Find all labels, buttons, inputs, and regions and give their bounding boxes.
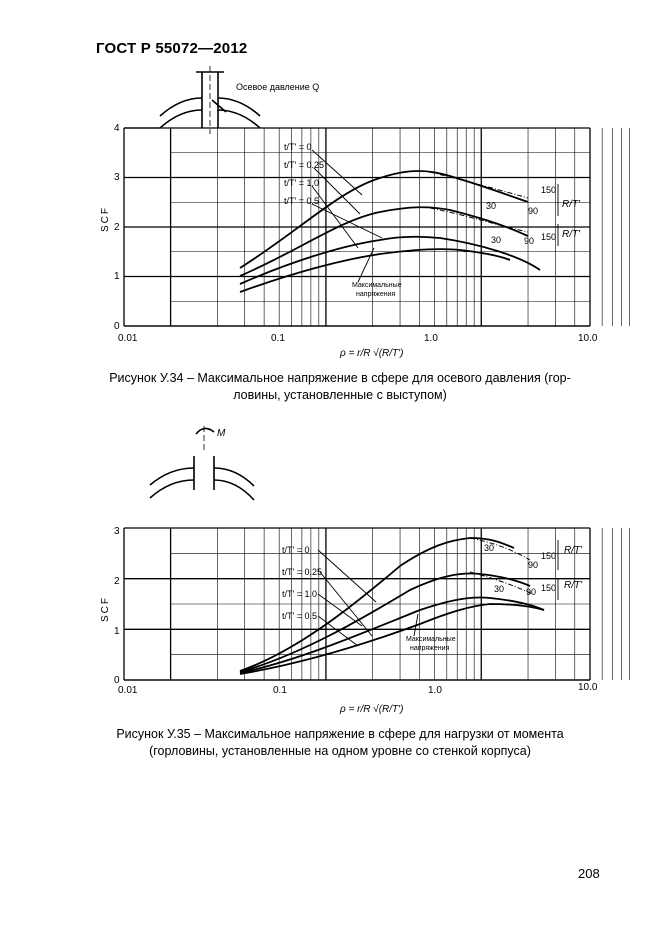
nozzle-sketch-2 [150, 426, 254, 500]
leader [318, 616, 358, 646]
y-axis-label: SCF [100, 596, 111, 622]
ratio-group-label: R/T' [564, 545, 583, 556]
y-tick: 1 [114, 271, 120, 282]
page-number: 208 [578, 866, 600, 881]
y-axis-label: SCF [100, 206, 111, 232]
curve-label: t/T' = 0 [282, 545, 310, 555]
x-tick: 0.1 [273, 685, 287, 696]
nozzle-sketch-1 [160, 66, 260, 134]
x-tick: 10.0 [578, 682, 598, 693]
note-line: Максимальные [352, 282, 402, 289]
note-line: напряжения [410, 645, 450, 652]
x-axis-label: ρ = r/R √(R/T') [340, 704, 404, 715]
ratio-label: 90 [528, 560, 539, 570]
curve-t025-dash [430, 208, 528, 232]
x-tick: 1.0 [424, 333, 438, 344]
y-tick: 4 [114, 123, 120, 134]
ratio-group-label: R/T' [562, 199, 581, 210]
curve-label: t/T' = 1.0 [284, 178, 319, 188]
ratio-label: 150 [541, 551, 557, 561]
y-tick: 1 [114, 626, 120, 637]
ratio-label: 30 [491, 235, 502, 245]
curve-label: t/T' = 0 [284, 142, 312, 152]
document-header: ГОСТ Р 55072—2012 [96, 40, 248, 57]
x-tick: 1.0 [428, 685, 442, 696]
ratio-label: 150 [541, 232, 557, 242]
y-tick: 0 [114, 321, 120, 332]
curve-label: t/T' = 1.0 [282, 589, 317, 599]
ratio-label: 30 [494, 584, 505, 594]
ratio-label: 150 [541, 185, 557, 195]
y-tick: 2 [114, 222, 120, 233]
x-tick: 10.0 [578, 333, 598, 344]
curve-t0 [240, 538, 514, 671]
curve-t0-dash [470, 538, 530, 560]
ratio-label: 150 [541, 583, 557, 593]
sketch-2-label: M [217, 428, 226, 439]
curve-t10 [240, 598, 544, 674]
leader [314, 168, 360, 214]
x-axis-label: ρ = r/R √(R/T') [340, 348, 404, 359]
sketch-1-label: Осевое давление Q [236, 82, 320, 92]
ratio-label: 30 [484, 543, 495, 553]
curve-t0-dash [430, 172, 528, 198]
x-tick: 0.01 [118, 333, 138, 344]
ratio-label: 90 [526, 587, 537, 597]
x-tick: 0.1 [271, 333, 285, 344]
ratio-label: 90 [524, 236, 535, 246]
ratio-group-label: R/T' [564, 580, 583, 591]
ratio-label: 90 [528, 206, 539, 216]
figure-2-caption: Рисунок У.35 – Максимальное напряжение в сфере для нагрузки от момента (горловины, установленные на одном уровне со стенкой корпуса) [116, 727, 564, 758]
x-tick: 0.01 [118, 685, 138, 696]
curve-label: t/T' = 0.5 [282, 611, 317, 621]
note-line: напряжения [356, 291, 396, 298]
leader [318, 550, 376, 602]
y-tick: 2 [114, 576, 120, 587]
curve-label: t/T' = 0.5 [284, 196, 319, 206]
figure-1-caption: Рисунок У.34 – Максимальное напряжение в сфере для осевого давления (гор- ловины, установленные с выступом) [109, 371, 571, 402]
ratio-group-label: R/T' [562, 229, 581, 240]
y-tick: 0 [114, 675, 120, 686]
ratio-label: 30 [486, 201, 497, 211]
y-tick: 3 [114, 172, 120, 183]
curve-label: t/T' = 0.25 [282, 567, 322, 577]
note-line: Максимальные [406, 636, 456, 643]
curve-label: t/T' = 0.25 [284, 160, 324, 170]
y-tick: 3 [114, 526, 120, 537]
leader [312, 150, 362, 195]
